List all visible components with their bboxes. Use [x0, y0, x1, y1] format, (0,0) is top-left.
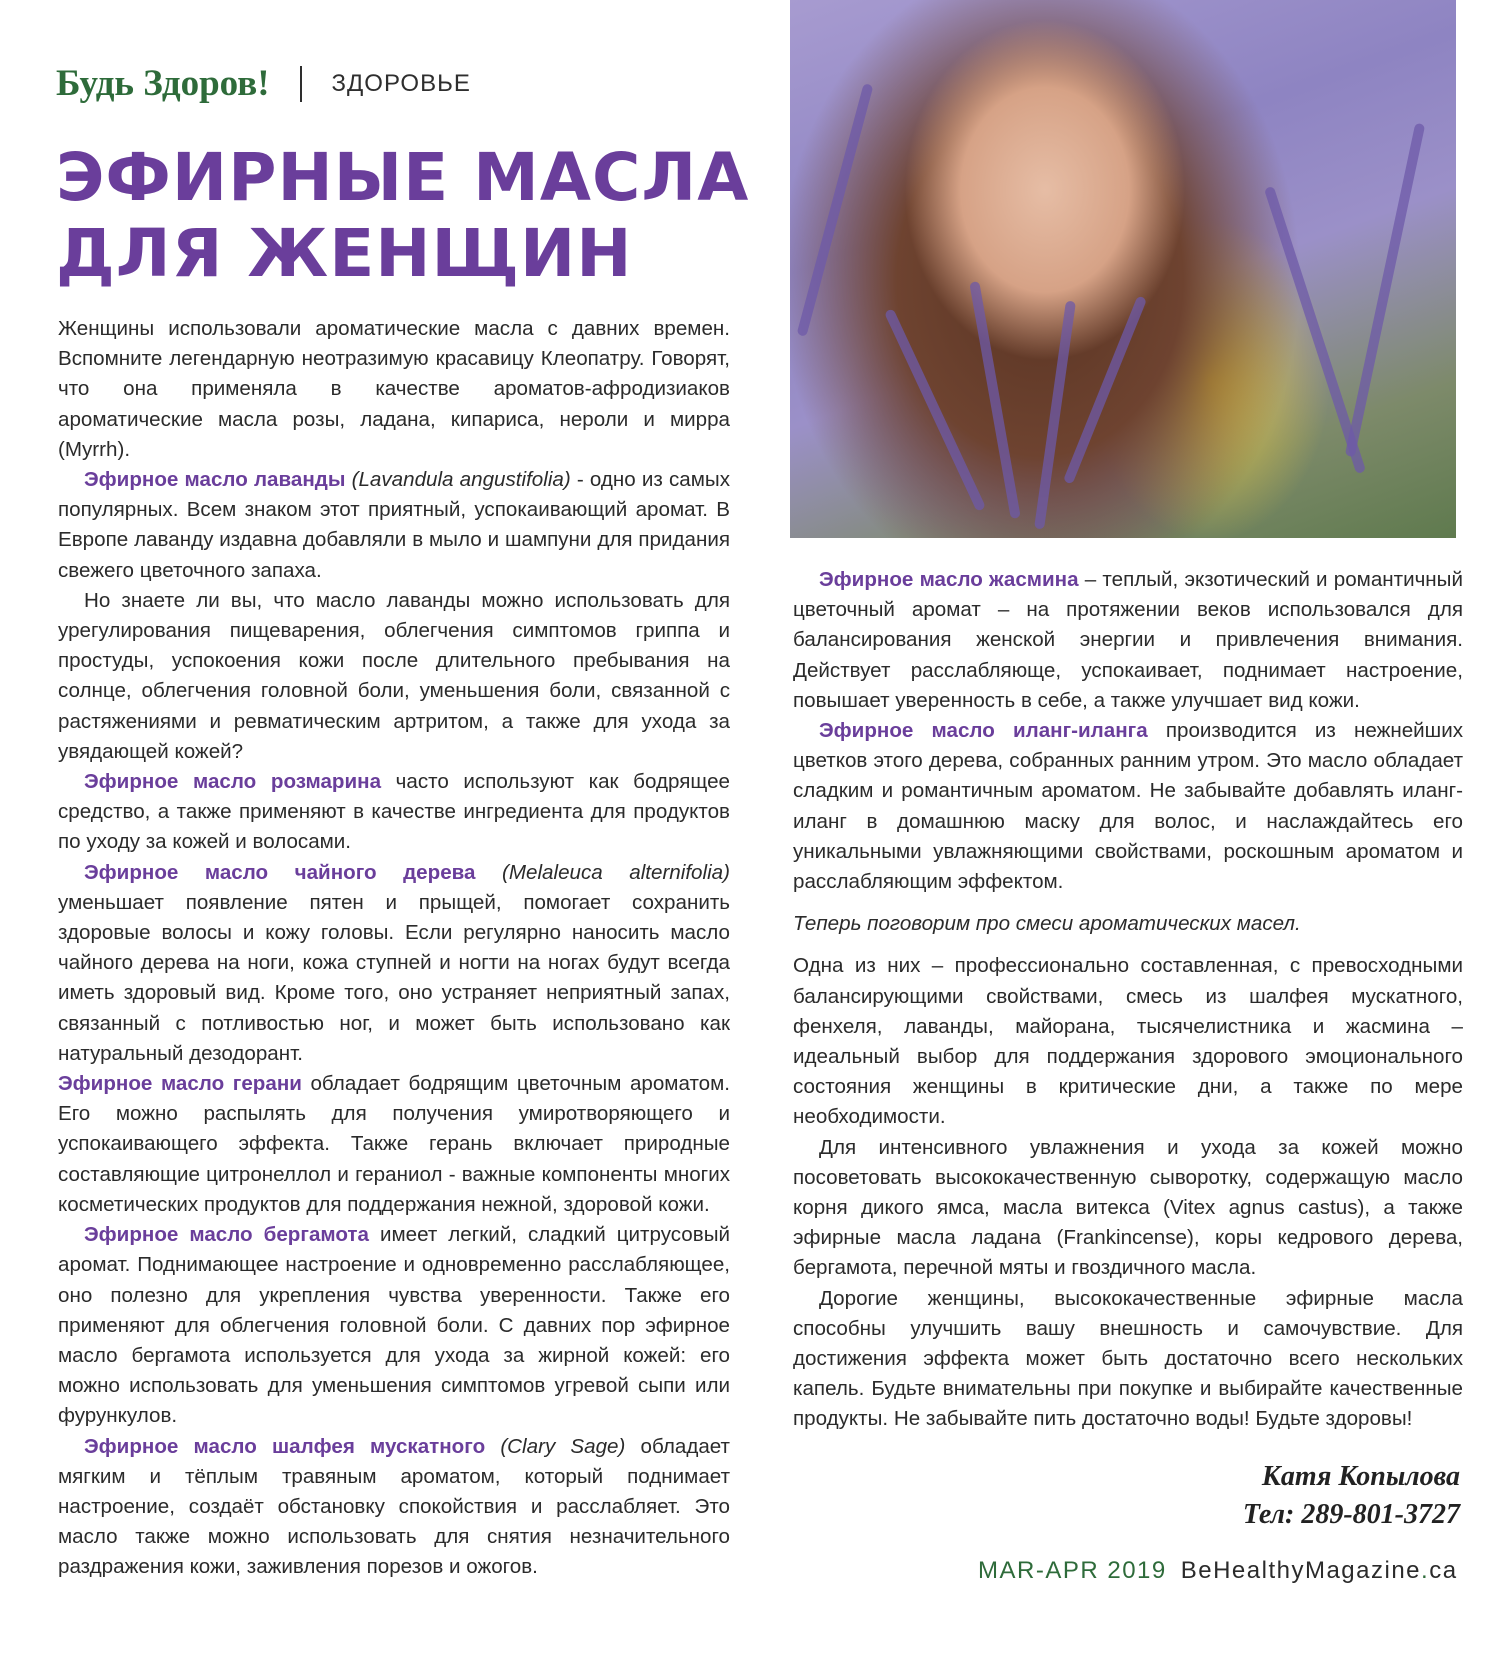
article-right-column [793, 565, 1463, 1435]
magazine-website [1181, 1557, 1458, 1584]
bergamot-text: имеет легкий, сладкий цитрусовый аромат. Поднимающее настроение и одновременно расслабляющее, оно полезно для укрепления чувства уверенности. Также его применяют для облегчения головной боли. С давних пор эфирное масло бергамота используется для ухода за жирной кожей: его можно использовать для уменьшения симптомов угревой сыпи или фурункулов. [58, 1223, 730, 1428]
geranium-text: обладает бодрящим цветочным ароматом. Его можно распылять для получения умиротворяющего и успокаивающего эффекта. Также герань включает природные составляющие цитронеллол и гераниол - важные компоненты многих косметических продуктов для поддержания нежной, здоровой кожи. [58, 1072, 730, 1216]
blend-paragraph-2: Для интенсивного увлажнения и ухода за кожей можно посоветовать высококачественную сыворотку, содержащую масло корня дикого ямса, масла витекса (Vitex agnus castus), а также эфирные масла ладана (Frankincense), коры кедрового дерева, бергамота, перечной мяты и гвоздичного масла. [793, 1135, 1463, 1280]
geranium-heading: Эфирное масло герани [58, 1072, 302, 1096]
author-signature [1243, 1458, 1460, 1534]
blend-paragraph-1: Одна из них – профессионально составленная, с превосходными балансирующими свойствами, смесь из шалфея мускатного, фенхеля, лаванды, майорана, тысячелистника и жасмина – идеальный выбор для поддержания здорового эмоционального состояния женщины в критические дни, а также по мере необходимости. [793, 954, 1463, 1129]
teatree-heading: Эфирное масло чайного дерева [84, 860, 476, 884]
lavender-heading: Эфирное масло лаванды [84, 468, 346, 492]
geranium-paragraph [58, 1069, 730, 1220]
title-line-1: ЭФИРНЫЕ МАСЛА [56, 139, 750, 216]
closing-paragraph: Дорогие женщины, высококачественные эфирные масла способны улучшить вашу внешность и самочувствие. Для достижения эффекта может быть достаточно всего нескольких капель. Будьте внимательны при покупке и выбирайте качественные продукты. Не забывайте пить достаточно воды! Будьте здоровы! [793, 1286, 1463, 1431]
bergamot-heading: Эфирное масло бергамота [84, 1223, 369, 1247]
clary-heading: Эфирное масло шалфея мускатного [84, 1434, 486, 1458]
rosemary-paragraph [58, 767, 730, 858]
ylang-text: производится из нежнейших цветков этого дерева, собранных ранним утром. Это масло обладает сладким и романтичным ароматом. Не забывайте добавлять иланг-иланг в домашнюю маску для волос, и наслаждайтесь его уникальными увлажняющими свойствами, роскошным ароматом и расслабляющим эффектом. [793, 719, 1463, 894]
website-tld: ca [1429, 1557, 1458, 1584]
ylang-heading: Эфирное масло иланг-иланга [819, 719, 1148, 743]
rosemary-heading: Эфирное масло розмарина [84, 770, 382, 794]
article-title [56, 140, 749, 292]
jasmine-heading: Эфирное масло жасмина [819, 568, 1079, 591]
lavender-woman-photo [790, 0, 1456, 538]
clary-text: обладает мягким и тёплым травяным ароматом, который поднимает настроение, создаёт обстановку спокойствия и расслабляет. Это масло также можно использовать для снятия незначительного раздражения кожи, заживления порезов и ожогов. [58, 1434, 730, 1579]
header-divider [300, 66, 302, 102]
teatree-latin: (Melaleuca alternifolia) [502, 860, 730, 884]
bergamot-paragraph [58, 1220, 730, 1431]
lavender-text: - одно из самых популярных. Всем знаком этот приятный, успокаивающий аромат. В Европе лаванду издавна добавляли в мыло и шампуни для придания свежего цветочного запаха. [58, 468, 731, 582]
teatree-paragraph [58, 858, 730, 1069]
page-footer [978, 1557, 1458, 1585]
rosemary-text: часто используют как бодрящее средство, а также применяют в качестве ингредиента для продуктов по уходу за кожей и волосами. [58, 770, 730, 854]
teatree-text: уменьшает появление пятен и прыщей, помогает сохранить здоровые волосы и кожу головы. Если регулярно наносить масло чайного дерева на ноги, кожа ступней и ногти на ногах будут всегда иметь здоровый вид. Кроме того, оно устраняет неприятный запах, связанный с потливостью ног, и может быть использовано как натуральный дезодорант. [58, 890, 730, 1065]
website-name: BeHealthyMagazine [1180, 1557, 1422, 1584]
author-phone: Тел: 289-801-3727 [1242, 1499, 1460, 1530]
clary-latin: (Clary Sage) [500, 1434, 626, 1458]
magazine-header [56, 62, 471, 105]
jasmine-text: – теплый, экзотический и романтичный цветочный аромат – на протяжении веков использовался для балансирования женской энергии и привлечения внимания. Действует расслабляюще, успокаивает, поднимает настроение, повышает уверенность в себе, а также улучшает вид кожи. [793, 568, 1463, 712]
clary-paragraph [58, 1432, 730, 1583]
ylang-paragraph [793, 716, 1463, 897]
title-line-2: ДЛЯ ЖЕНЩИН [56, 215, 633, 292]
article-left-column [58, 314, 730, 1583]
lavender-latin: (Lavandula angustifolia) [351, 468, 571, 492]
intro-paragraph: Женщины использовали ароматические масла с давних времен. Вспомните легендарную неотразимую красавицу Клеопатру. Говорят, что она применяла в качестве ароматов-афродизиаков ароматические масла розы, ладана, кипариса, нероли и мирра (Myrrh). [58, 317, 730, 461]
lavender-uses-paragraph: Но знаете ли вы, что масло лаванды можно использовать для урегулирования пищеварения, облегчения симптомов гриппа и простуды, успокоения кожи после длительного пребывания на солнце, облегчения головной боли, уменьшения боли, связанной с растяжениями и ревматическим артритом, а также для ухода за увядающей кожей? [58, 588, 730, 763]
website-dot: . [1421, 1557, 1430, 1584]
jasmine-paragraph [793, 565, 1463, 716]
blends-intro: Теперь поговорим про смеси ароматических масел. [793, 912, 1301, 936]
section-label: ЗДОРОВЬЕ [331, 69, 471, 97]
author-name: Катя Копылова [1261, 1461, 1460, 1492]
lavender-paragraph [58, 465, 730, 586]
magazine-brand: Будь Здоров! [56, 63, 270, 104]
issue-date: MAR-APR 2019 [978, 1557, 1167, 1584]
